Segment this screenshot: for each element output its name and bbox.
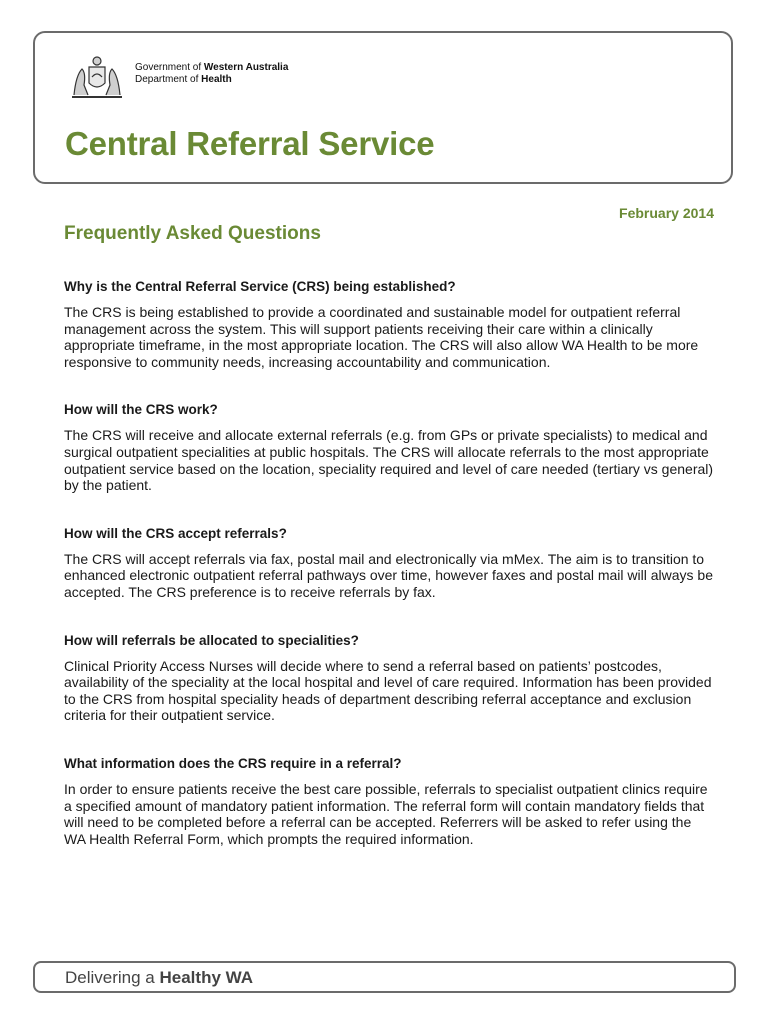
faq-answer: The CRS will accept referrals via fax, postal mail and electronically via mMex. The aim is to transition to enhanced electronic outpatient referral pathways over time, however faxes and postal mail will always be accepted. The CRS preference is to receive referrals by fax. (64, 550, 714, 600)
faq-heading: Frequently Asked Questions (64, 223, 321, 244)
faq-list (64, 279, 714, 879)
faq-answer: The CRS is being established to provide a coordinated and sustainable model for outpatient referral management across the system. This will support patients receiving their care within a clinically appropriate timeframe, in the most appropriate location. The CRS will also allow WA Health to be more responsive to community needs, increasing accountability and communication. (64, 304, 699, 370)
faq-question: Why is the Central Referral Service (CRS) being established? (64, 279, 456, 294)
faq-answer: Clinical Priority Access Nurses will decide where to send a referral based on patients’ postcodes, availability of the speciality at the local hospital and level of care required. Information has been provided to the CRS from hospital speciality heads of department describing referral acceptance and exclusion criteria for their outpatient service. (64, 657, 712, 724)
faq-item (64, 279, 714, 370)
faq-item (64, 402, 714, 493)
faq-answer: In order to ensure patients receive the best care possible, referrals to specialist outpatient clinics require a specified amount of mandatory patient information. The referral form will contain mandatory fields that will need to be completed before a referral can be accepted. Referrers will be asked to refer using the WA Health Referral Form, which prompts the required information. (64, 780, 708, 847)
faq-question: What information does the CRS require in a referral? (64, 755, 402, 771)
faq-question: How will the CRS accept referrals? (64, 525, 287, 541)
footer-banner (33, 961, 736, 993)
wa-coat-of-arms-icon (68, 55, 126, 103)
faq-question: How will the CRS work? (64, 402, 218, 418)
footer-slogan: Delivering a Healthy WA (65, 968, 254, 987)
faq-question: How will referrals be allocated to specialities? (64, 632, 359, 648)
header-box (33, 31, 733, 184)
faq-item (64, 756, 714, 847)
page-title: Central Referral Service (65, 125, 435, 162)
faq-answer: The CRS will receive and allocate external referrals (e.g. from GPs or private specialists) to medical and surgical outpatient specialities at public hospitals. The CRS will allocate referrals to the most appropriate outpatient service based on the location, speciality required and level of care needed (tertiary vs general) by the patient. (64, 427, 714, 494)
government-label: Government of Western Australia Department of Health (135, 62, 289, 85)
faq-item (64, 633, 714, 724)
publication-date: February 2014 (619, 205, 714, 221)
faq-item (64, 526, 714, 601)
